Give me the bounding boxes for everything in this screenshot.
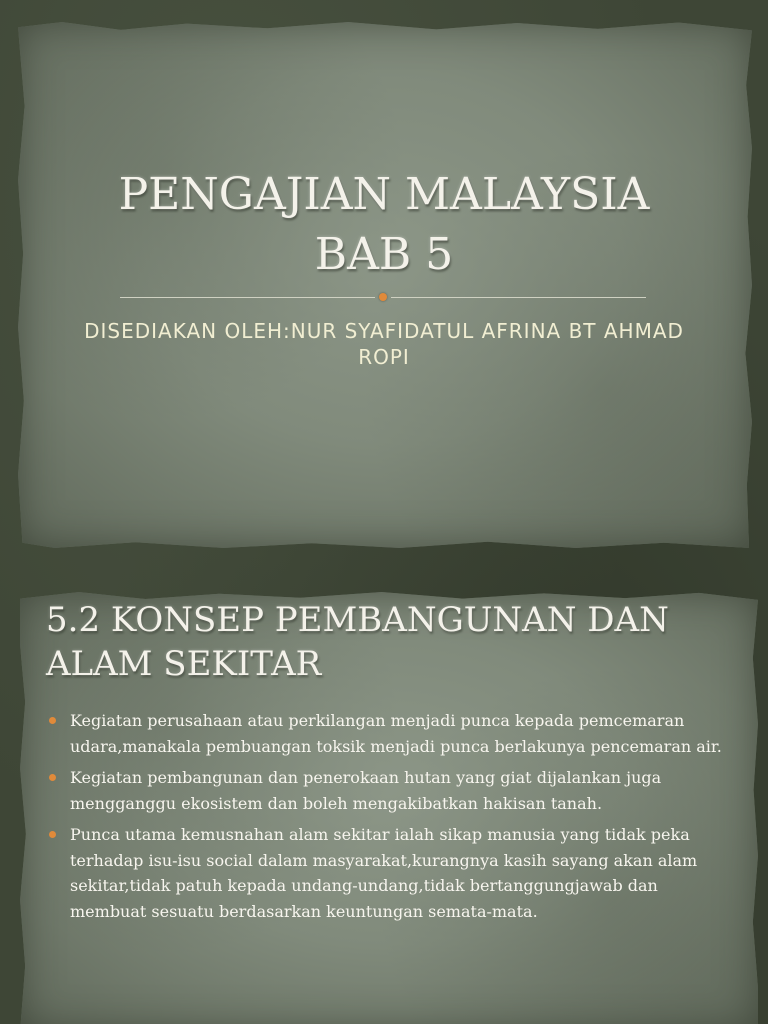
slide-subtitle: [40, 318, 728, 370]
title-line-1: PENGAJIAN MALAYSIA: [118, 169, 650, 220]
bullet-list: [46, 708, 736, 930]
divider-dot-icon: [379, 293, 387, 301]
bullet-dot-icon: [49, 774, 56, 781]
bullet-dot-icon: [49, 831, 56, 838]
bullet-item: [46, 708, 736, 759]
heading-line-2: ALAM SEKITAR: [46, 644, 322, 684]
divider-line-left: [120, 297, 375, 298]
title-divider: [120, 297, 646, 298]
divider-line-right: [391, 297, 646, 298]
bullet-text: Kegiatan perusahaan atau perkilangan menjadi punca kepada pemcemaran udara,manakala pembuangan toksik menjadi punca berlakunya pencemaran air.: [70, 711, 722, 756]
bullet-item: [46, 765, 736, 816]
bullet-item: [46, 822, 736, 924]
slide-heading: [46, 598, 726, 686]
heading-line-1: 5.2 KONSEP PEMBANGUNAN DAN: [46, 600, 669, 640]
slide-paper-background: [18, 22, 752, 548]
bullet-dot-icon: [49, 717, 56, 724]
subtitle-line-2: ROPI: [358, 345, 410, 369]
title-line-2: BAB 5: [314, 229, 454, 280]
bullet-text: Punca utama kemusnahan alam sekitar ialah sikap manusia yang tidak peka terhadap isu-isu social dalam masyarakat,kurangnya kasih sayang akan alam sekitar,tidak patuh kepada undang-undang,tidak bertanggungjawab dan membuat sesuatu berdasarkan keuntungan semata-mata.: [70, 825, 698, 921]
bullet-text: Kegiatan pembangunan dan penerokaan hutan yang giat dijalankan juga mengganggu ekosistem dan boleh mengakibatkan hakisan tanah.: [70, 768, 662, 813]
slide-title-text: [0, 165, 768, 285]
subtitle-line-1: DISEDIAKAN OLEH:NUR SYAFIDATUL AFRINA BT AHMAD: [84, 319, 684, 343]
